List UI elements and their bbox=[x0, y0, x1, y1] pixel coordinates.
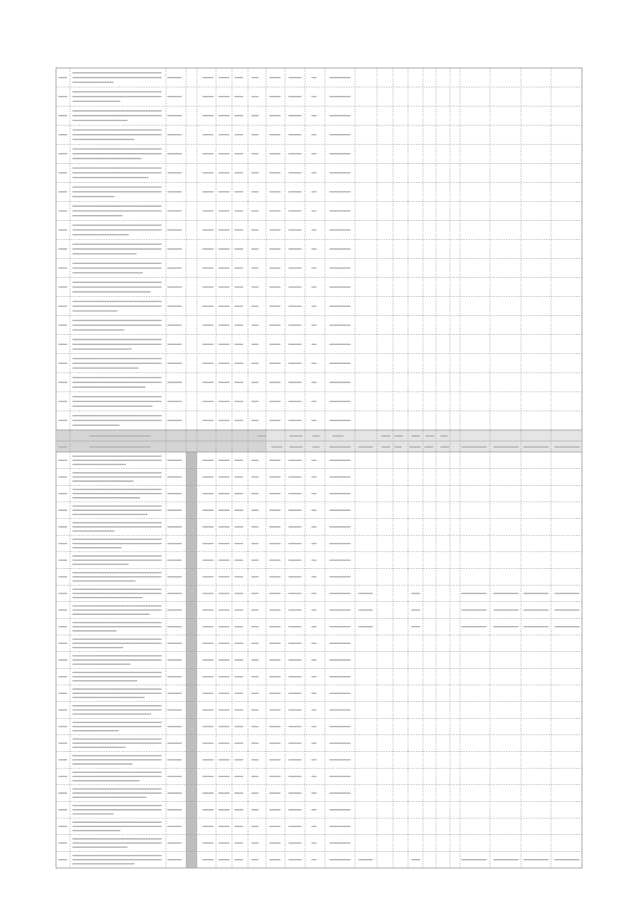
shaded-column bbox=[186, 452, 197, 868]
sheet-border bbox=[56, 68, 582, 868]
